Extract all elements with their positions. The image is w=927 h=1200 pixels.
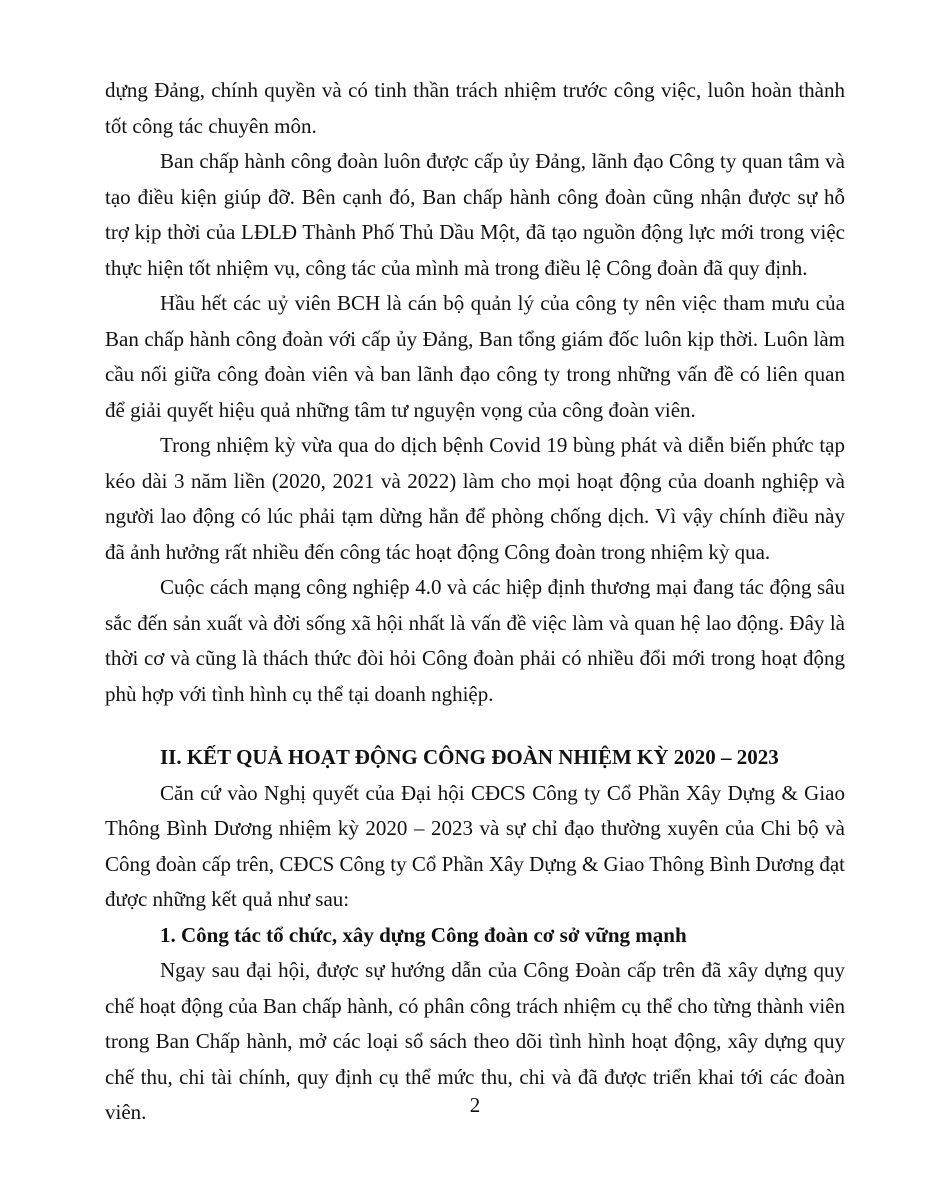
paragraph: Hầu hết các uỷ viên BCH là cán bộ quản lý của công ty nên việc tham mưu của Ban chấp hành công đoàn với cấp ủy Đảng, Ban tổng giám đốc luôn kịp thời. Luôn làm cầu nối giữa công đoàn viên và ban lãnh đạo công ty trong những vấn đề có liên quan để giải quyết hiệu quả những tâm tư nguyện vọng của công đoàn viên.: [105, 291, 845, 422]
paragraph: Cuộc cách mạng công nghiệp 4.0 và các hiệp định thương mại đang tác động sâu sắc đến sản xuất và đời sống xã hội nhất là vấn đề việc làm và quan hệ lao động. Đây là thời cơ và cũng là thách thức đòi hỏi Công đoàn phải có nhiều đổi mới trong hoạt động phù hợp với tình hình cụ thể tại doanh nghiệp.: [105, 575, 845, 706]
section-heading: II. KẾT QUẢ HOẠT ĐỘNG CÔNG ĐOÀN NHIỆM KỲ 2020 – 2023: [160, 745, 779, 769]
document-body: [105, 73, 845, 1131]
paragraph: Trong nhiệm kỳ vừa qua do dịch bệnh Covid 19 bùng phát và diễn biến phức tạp kéo dài 3 năm liền (2020, 2021 và 2022) làm cho mọi hoạt động của doanh nghiệp và người lao động có lúc phải tạm dừng hẳn để phòng chống dịch. Vì vậy chính điều này đã ảnh hưởng rất nhiều đến công tác hoạt động Công đoàn trong nhiệm kỳ qua.: [105, 433, 845, 564]
page-number: 2: [469, 1093, 481, 1117]
subsection-heading: 1. Công tác tổ chức, xây dựng Công đoàn cơ sở vững mạnh: [160, 922, 687, 947]
paragraph-continuation: dựng Đảng, chính quyền và có tinh thần trách nhiệm trước công việc, luôn hoàn thành tốt công tác chuyên môn.: [105, 78, 845, 138]
paragraph: Căn cứ vào Nghị quyết của Đại hội CĐCS Công ty Cổ Phần Xây Dựng & Giao Thông Bình Dương nhiệm kỳ 2020 – 2023 và sự chỉ đạo thường xuyên của Chi bộ và Công đoàn cấp trên, CĐCS Công ty Cổ Phần Xây Dựng & Giao Thông Bình Dương đạt được những kết quả như sau:: [105, 780, 845, 911]
paragraph: Ban chấp hành công đoàn luôn được cấp ủy Đảng, lãnh đạo Công ty quan tâm và tạo điều kiện giúp đỡ. Bên cạnh đó, Ban chấp hành công đoàn cũng nhận được sự hỗ trợ kịp thời của LĐLĐ Thành Phố Thủ Dầu Một, đã tạo nguồn động lực mới trong việc thực hiện tốt nhiệm vụ, công tác của mình mà trong điều lệ Công đoàn đã quy định.: [105, 149, 845, 280]
paragraph: Ngay sau đại hội, được sự hướng dẫn của Công Đoàn cấp trên đã xây dựng quy chế hoạt động của Ban chấp hành, có phân công trách nhiệm cụ thể cho từng thành viên trong Ban Chấp hành, mở các loại sổ sách theo dõi tình hình hoạt động, xây dựng quy chế thu, chi tài chính, quy định cụ thể mức thu, chi và đã được triển khai tới các đoàn viên.: [105, 958, 845, 1124]
